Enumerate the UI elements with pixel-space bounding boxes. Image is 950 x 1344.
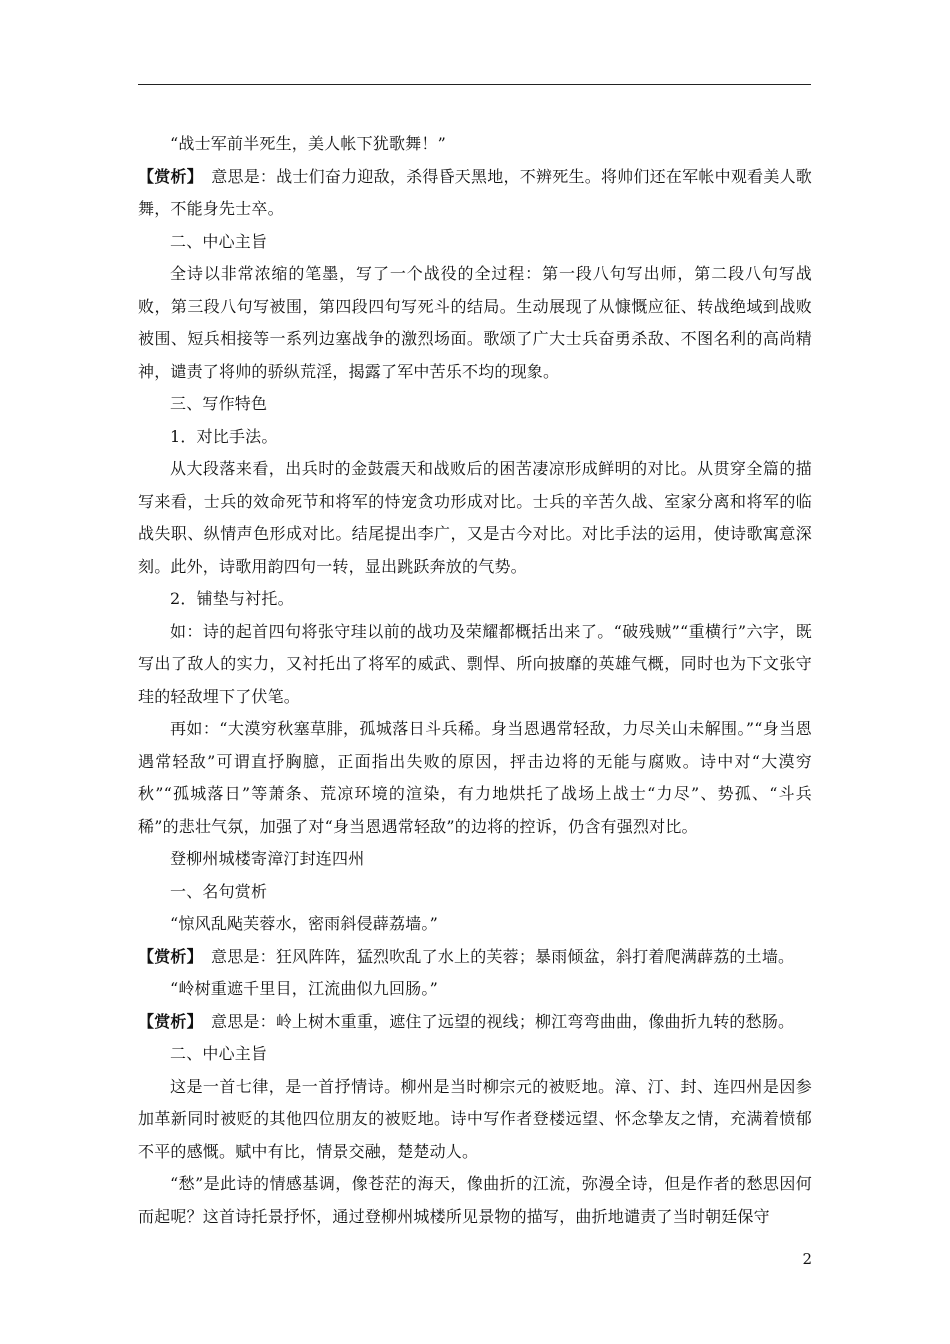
- paragraph: [138, 973, 812, 1006]
- paragraph-text: 这是一首七律，是一首抒情诗。柳州是当时柳宗元的被贬地。漳、汀、封、连四州是因参加革新同时被贬的其他四位朋友的被贬地。诗中写作者登楼远望、怀念挚友之情，充满着愤郁不平的感慨。赋中有比，情景交融，楚楚动人。: [138, 1076, 812, 1161]
- appreciation-tag: 【赏析】: [138, 166, 195, 186]
- paragraph-text: “战士军前半死生，美人帐下犹歌舞！”: [170, 134, 446, 153]
- paragraph: [138, 421, 812, 454]
- paragraph-text: 三、写作特色: [170, 394, 268, 413]
- paragraph: [138, 713, 812, 843]
- paragraph-text: 全诗以非常浓缩的笔墨，写了一个战役的全过程：第一段八句写出师，第二段八句写战败，第三段八句写被围，第四段四句写死斗的结局。生动展现了从慷慨应征、转战绝域到战败被围、短兵相接等一系列边塞战争的激烈场面。歌颂了广大士兵奋勇杀敌、不图名利的高尚精神，谴责了将帅的骄纵荒淫，揭露了军中苦乐不均的现象。: [138, 264, 812, 381]
- appreciation-tag: 【赏析】: [138, 1011, 195, 1031]
- paragraph-text: 意思是：狂风阵阵，猛烈吹乱了水上的芙蓉；暴雨倾盆，斜打着爬满薜荔的土墙。: [211, 946, 795, 966]
- paragraph: [138, 876, 812, 909]
- paragraph-text: “岭树重遮千里目，江流曲似九回肠。”: [170, 979, 438, 998]
- paragraph: [138, 226, 812, 259]
- paragraph-text: 2．铺垫与衬托。: [170, 589, 294, 608]
- paragraph: [138, 616, 812, 714]
- paragraph: [138, 941, 812, 974]
- paragraph: [138, 1168, 812, 1233]
- paragraph: [138, 583, 812, 616]
- paragraph: [138, 258, 812, 388]
- paragraph-text: 意思是：战士们奋力迎敌，杀得昏天黑地，不辨死生。将帅们还在军帐中观看美人歌舞，不能身先士卒。: [138, 166, 813, 218]
- paragraph: [138, 161, 812, 226]
- paragraph-text: “愁”是此诗的情感基调，像苍茫的海天，像曲折的江流，弥漫全诗，但是作者的愁思因何而起呢？这首诗托景抒怀，通过登柳州城楼所见景物的描写，曲折地谴责了当时朝廷保守: [138, 1174, 812, 1226]
- paragraph-text: 二、中心主旨: [170, 231, 268, 251]
- document-body: [138, 128, 812, 1233]
- paragraph: [138, 1071, 812, 1169]
- paragraph-text: 登柳州城楼寄漳汀封连四州: [170, 849, 365, 868]
- paragraph: [138, 388, 812, 421]
- paragraph-text: 再如：“大漠穷秋塞草腓，孤城落日斗兵稀。身当恩遇常轻敌，力尽关山未解围。”“身当恩遇常轻敌”可谓直抒胸臆，正面指出失败的原因，抨击边将的无能与腐败。诗中对“大漠穷秋”“孤城落日”等萧条、荒凉环境的渲染，有力地烘托了战场上战士“力尽”、势孤、“斗兵稀”的悲壮气氛，加强了对“身当恩遇常轻敌”的边将的控诉，仍含有强烈对比。: [138, 719, 812, 836]
- header-rule: [138, 84, 811, 85]
- paragraph-text: 一、名句赏析: [170, 881, 268, 901]
- paragraph: [138, 908, 812, 941]
- paragraph: [138, 1006, 812, 1039]
- page-number: 2: [802, 1250, 812, 1268]
- paragraph: [138, 1038, 812, 1071]
- paragraph: [138, 453, 812, 583]
- paragraph-text: 1．对比手法。: [170, 426, 278, 446]
- paragraph: [138, 843, 812, 876]
- paragraph-text: 如：诗的起首四句将张守珪以前的战功及荣耀都概括出来了。“破残贼”“重横行”六字，既写出了敌人的实力，又衬托出了将军的威武、剽悍、所向披靡的英雄气概，同时也为下文张守珪的轻敌埋下了伏笔。: [138, 621, 812, 706]
- appreciation-tag: 【赏析】: [138, 946, 195, 966]
- paragraph-text: 二、中心主旨: [170, 1044, 268, 1063]
- paragraph-text: 意思是：岭上树木重重，遮住了远望的视线；柳江弯弯曲曲，像曲折九转的愁肠。: [211, 1011, 795, 1031]
- paragraph: [138, 128, 812, 161]
- paragraph-text: 从大段落来看，出兵时的金鼓震天和战败后的困苦凄凉形成鲜明的对比。从贯穿全篇的描写来看，士兵的效命死节和将军的恃宠贪功形成对比。士兵的辛苦久战、室家分离和将军的临战失职、纵情声色形成对比。结尾提出李广，又是古今对比。对比手法的运用，使诗歌寓意深刻。此外，诗歌用韵四句一转，显出跳跃奔放的气势。: [138, 459, 812, 576]
- paragraph-text: “惊风乱飐芙蓉水，密雨斜侵薜荔墙。”: [170, 914, 438, 933]
